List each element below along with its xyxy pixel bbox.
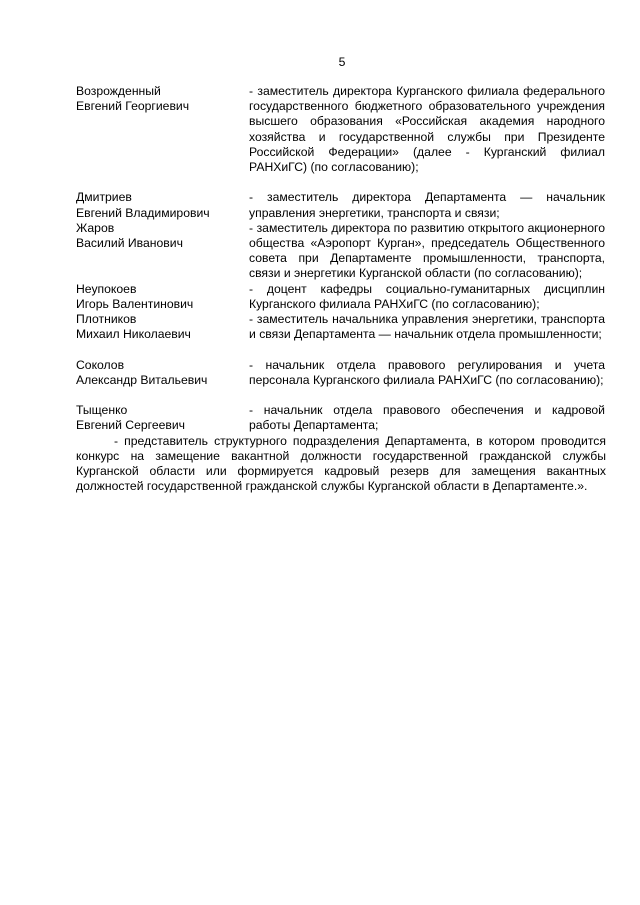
member-role: - заместитель директора Курганского филиала федерального государственного бюджетного образовательного учреждения высшего образования «Российская академия народного хозяйства и государственной службы при Президенте Российской Федерации» (далее - Курганский филиал РАНХиГС) (по согласованию); (249, 84, 605, 175)
member-given-name: Игорь Валентинович (76, 296, 194, 311)
member-row (76, 84, 606, 175)
commission-list (76, 84, 606, 494)
member-name (76, 312, 249, 342)
member-given-name: Евгений Владимирович (76, 205, 210, 220)
member-surname: Тыщенко (76, 403, 128, 418)
spacer (76, 342, 606, 357)
member-given-name: Евгений Сергеевич (76, 418, 186, 433)
spacer (76, 388, 606, 403)
member-row (76, 312, 606, 342)
closing-paragraph: - представитель структурного подразделения Департамента, в котором проводится конкурс на замещение вакантной должности государственной гражданской службы Курганской области или формируется кадровый резерв для замещения вакантных должностей государственной гражданской службы Курганской области в Департаменте.». (76, 433, 606, 494)
member-row (76, 358, 606, 388)
member-row (76, 282, 606, 312)
member-name (76, 190, 249, 220)
member-name (76, 84, 249, 114)
member-role: - заместитель директора Департамента — начальник управления энергетики, транспорта и связи; (249, 190, 605, 220)
member-role: - начальник отдела правового регулирования и учета персонала Курганского филиала РАНХиГС (по согласованию); (249, 357, 605, 387)
member-name (76, 358, 249, 388)
spacer (76, 175, 606, 190)
member-row (76, 221, 606, 282)
member-name (76, 403, 249, 433)
member-role: - начальник отдела правового обеспечения и кадровой работы Департамента; (249, 403, 605, 433)
member-role: - доцент кафедры социально-гуманитарных дисциплин Курганского филиала РАНХиГС (по согласованию); (249, 281, 605, 311)
member-given-name: Евгений Георгиевич (76, 99, 190, 114)
page-number: 5 (338, 55, 346, 69)
member-row (76, 403, 606, 433)
member-role: - заместитель директора по развитию открытого акционерного общества «Аэропорт Курган», председатель Общественного совета при Департаменте промышленности, транспорта, связи и энергетики Курганской области (по согласованию); (249, 220, 605, 281)
member-row (76, 190, 606, 220)
member-name (76, 282, 249, 312)
member-given-name: Александр Витальевич (76, 372, 208, 387)
member-given-name: Василий Иванович (76, 236, 183, 251)
member-surname: Жаров (76, 220, 115, 235)
member-surname: Соколов (76, 357, 125, 372)
member-surname: Неупокоев (76, 281, 137, 296)
member-given-name: Михаил Николаевич (76, 327, 191, 342)
member-surname: Дмитриев (76, 190, 132, 205)
member-name (76, 221, 249, 251)
member-role: - заместитель начальника управления энергетики, транспорта и связи Департамента — начальник отдела промышленности; (249, 312, 605, 342)
member-surname: Возрожденный (76, 84, 161, 98)
member-surname: Плотников (76, 312, 137, 327)
